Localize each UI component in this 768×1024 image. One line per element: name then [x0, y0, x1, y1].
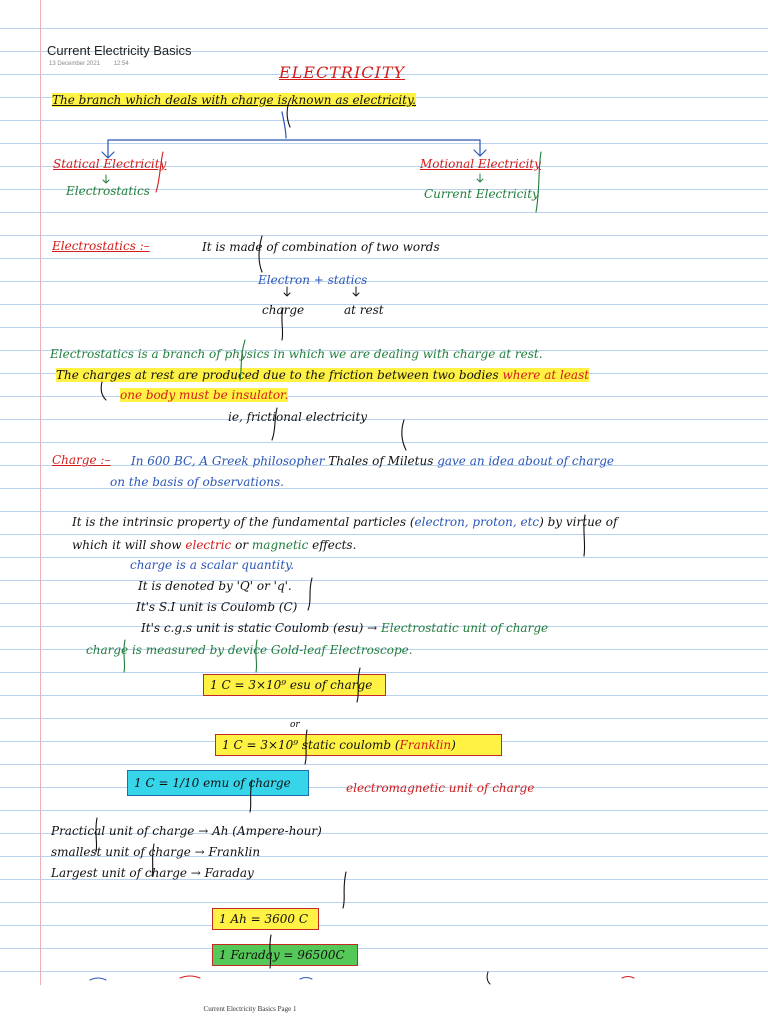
two-words-line: It is made of combination of two words	[202, 240, 440, 254]
electron-statics-line: Electron + statics	[258, 273, 368, 287]
measured-line: charge is measured by device Gold-leaf Electroscope.	[86, 643, 413, 657]
word-at-rest: at rest	[344, 303, 384, 317]
scalar-line: charge is a scalar quantity.	[130, 558, 295, 572]
box2-part-a: 1 C = 3×10⁹ static coulomb (	[222, 738, 400, 752]
si-unit-line: It's S.I unit is Coulomb (C)	[136, 600, 298, 614]
page-time: 12:54	[113, 61, 129, 67]
box-ampere-hour: 1 Ah = 3600 C	[212, 908, 319, 930]
box-faraday: 1 Faraday = 96500C	[212, 944, 358, 966]
charges-line-2: one body must be insulator.	[120, 388, 289, 402]
page-date: 13 December 2021	[49, 61, 101, 67]
box2-franklin: Franklin	[399, 738, 452, 752]
cgs-unit-green: Electrostatic unit of charge	[381, 621, 549, 635]
practical-unit-line: Practical unit of charge → Ah (Ampere-hour)	[51, 824, 322, 838]
electrostatics-heading: Electrostatics :–	[52, 239, 150, 253]
intrinsic-2a: which it will show	[72, 538, 182, 552]
smallest-unit-line: smallest unit of charge → Franklin	[51, 845, 261, 859]
page-footer: Current Electricity Basics Page 1	[203, 1005, 297, 1013]
or-label: or	[290, 720, 300, 730]
denoted-line: It is denoted by 'Q' or 'q'.	[138, 579, 292, 593]
cgs-unit-text: It's c.g.s unit is static Coulomb (esu) →	[141, 621, 378, 635]
thales-name: Thales of Miletus	[328, 454, 434, 468]
es-branch-line: Electrostatics is a branch of physics in which we are dealing with charge at rest.	[50, 347, 543, 361]
charges-line-1-text: The charges at rest are produced due to the friction between two bodies	[56, 368, 499, 382]
intrinsic-1b: electron, proton, etc	[414, 515, 540, 529]
intrinsic-2b: electric	[185, 538, 232, 552]
charge-heading: Charge :–	[52, 453, 111, 467]
box-emu: 1 C = 1/10 emu of charge	[127, 770, 309, 796]
motional-electricity-label: Motional Electricity	[420, 157, 541, 171]
page-title: Current Electricity Basics	[47, 43, 192, 58]
frictional-electricity-line: ie, frictional electricity	[228, 410, 368, 424]
current-electricity-sub-label: Current Electricity	[424, 187, 539, 201]
electrostatics-sub-label: Electrostatics	[66, 184, 150, 198]
charge-history-part-1: In 600 BC, A Greek philosopher	[131, 454, 325, 468]
box2-part-c: )	[451, 738, 456, 752]
intrinsic-2d: magnetic	[251, 538, 309, 552]
intrinsic-2c: or	[235, 538, 249, 552]
intrinsic-2e: effects.	[312, 538, 357, 552]
largest-unit-line: Largest unit of charge → Faraday	[51, 866, 254, 880]
charge-history-part-2: gave an idea about of charge	[437, 454, 615, 468]
word-charge: charge	[262, 303, 305, 317]
intrinsic-1a: It is the intrinsic property of the fundamental particles (	[72, 515, 415, 529]
intrinsic-1c: ) by virtue of	[539, 515, 618, 529]
box-esu: 1 C = 3×10⁹ esu of charge	[203, 674, 386, 696]
statical-electricity-label: Statical Electricity	[53, 157, 167, 171]
charges-line-1-red: where at least	[502, 368, 590, 382]
notes-heading: ELECTRICITY	[279, 63, 406, 82]
charge-history-line-2: on the basis of observations.	[110, 475, 284, 489]
emu-label: electromagnetic unit of charge	[346, 781, 535, 795]
definition-line: The branch which deals with charge is known as electricity.	[52, 93, 416, 107]
